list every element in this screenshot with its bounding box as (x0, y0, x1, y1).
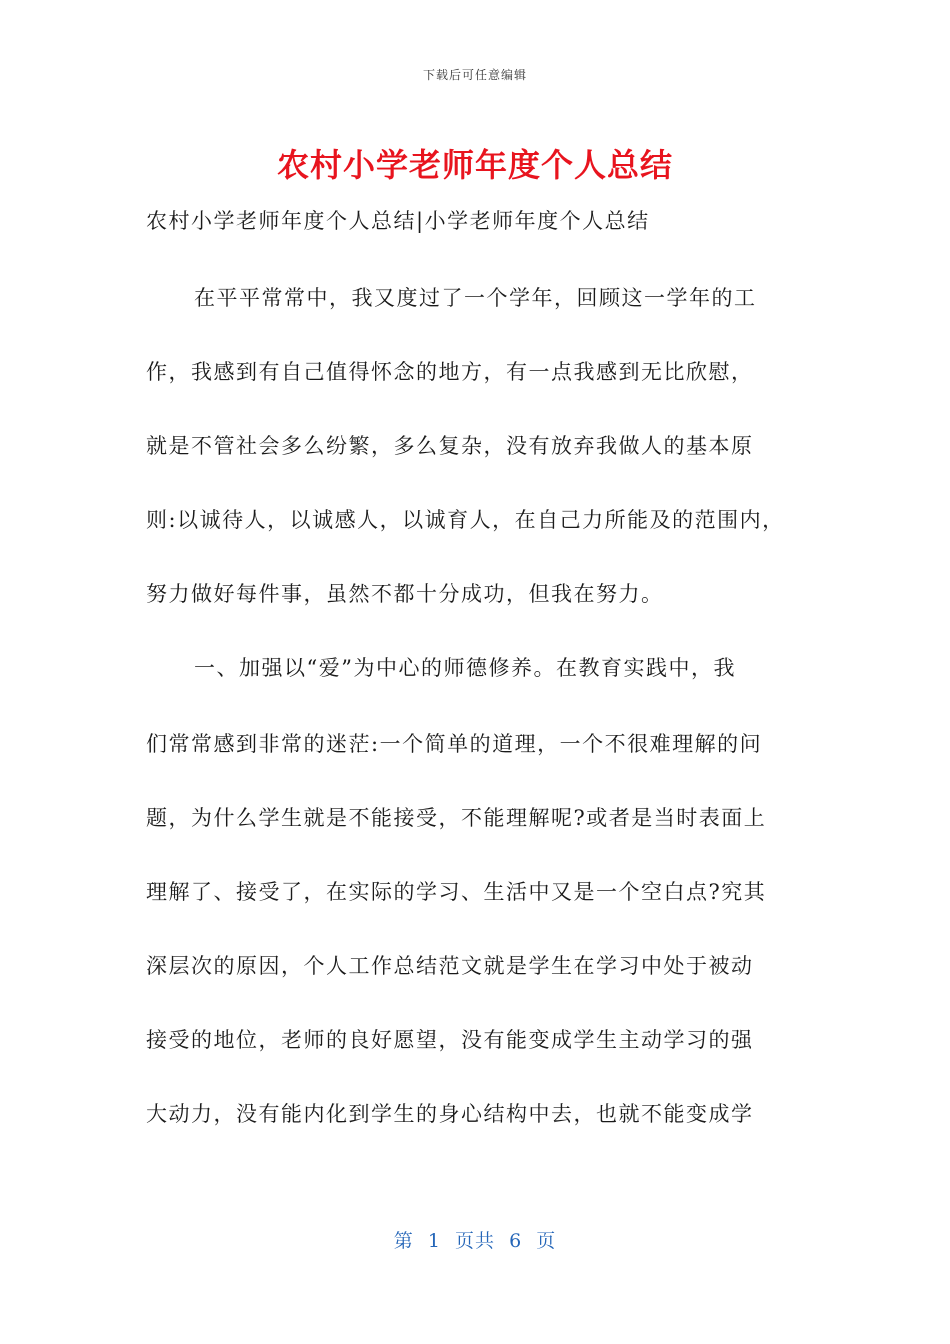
document-subtitle: 农村小学老师年度个人总结|小学老师年度个人总结 (146, 209, 650, 233)
paragraph-line: 作，我感到有自己值得怀念的地方，有一点我感到无比欣慰， (146, 360, 754, 384)
paragraph-line: 题，为什么学生就是不能接受，不能理解呢?或者是当时表面上 (146, 806, 767, 830)
header-note: 下载后可任意编辑 (422, 68, 527, 82)
paragraph-line: 在平平常常中，我又度过了一个学年，回顾这一学年的工 (194, 286, 757, 310)
paragraph-line: 则:以诚待人，以诚感人，以诚育人，在自己力所能及的范围内， (146, 508, 785, 532)
paragraph-line: 一、加强以“爱”为中心的师德修养。在教育实践中，我 (194, 656, 736, 680)
paragraph-line: 理解了、接受了，在实际的学习、生活中又是一个空白点?究其 (146, 880, 767, 904)
paragraph-line: 深层次的原因，个人工作总结范文就是学生在学习中处于被动 (146, 954, 754, 978)
document-title: 农村小学老师年度个人总结 (276, 146, 673, 184)
paragraph-line: 就是不管社会多么纷繁，多么复杂，没有放弃我做人的基本原 (146, 434, 754, 458)
paragraph-line: 努力做好每件事，虽然不都十分成功，但我在努力。 (146, 582, 664, 606)
paragraph-line: 大动力，没有能内化到学生的身心结构中去，也就不能变成学 (146, 1102, 754, 1126)
page-number: 第 1 页共 6 页 (393, 1230, 557, 1252)
paragraph-line: 接受的地位，老师的良好愿望，没有能变成学生主动学习的强 (146, 1028, 754, 1052)
paragraph-line: 们常常感到非常的迷茫:一个简单的道理，一个不很难理解的问 (146, 732, 763, 756)
